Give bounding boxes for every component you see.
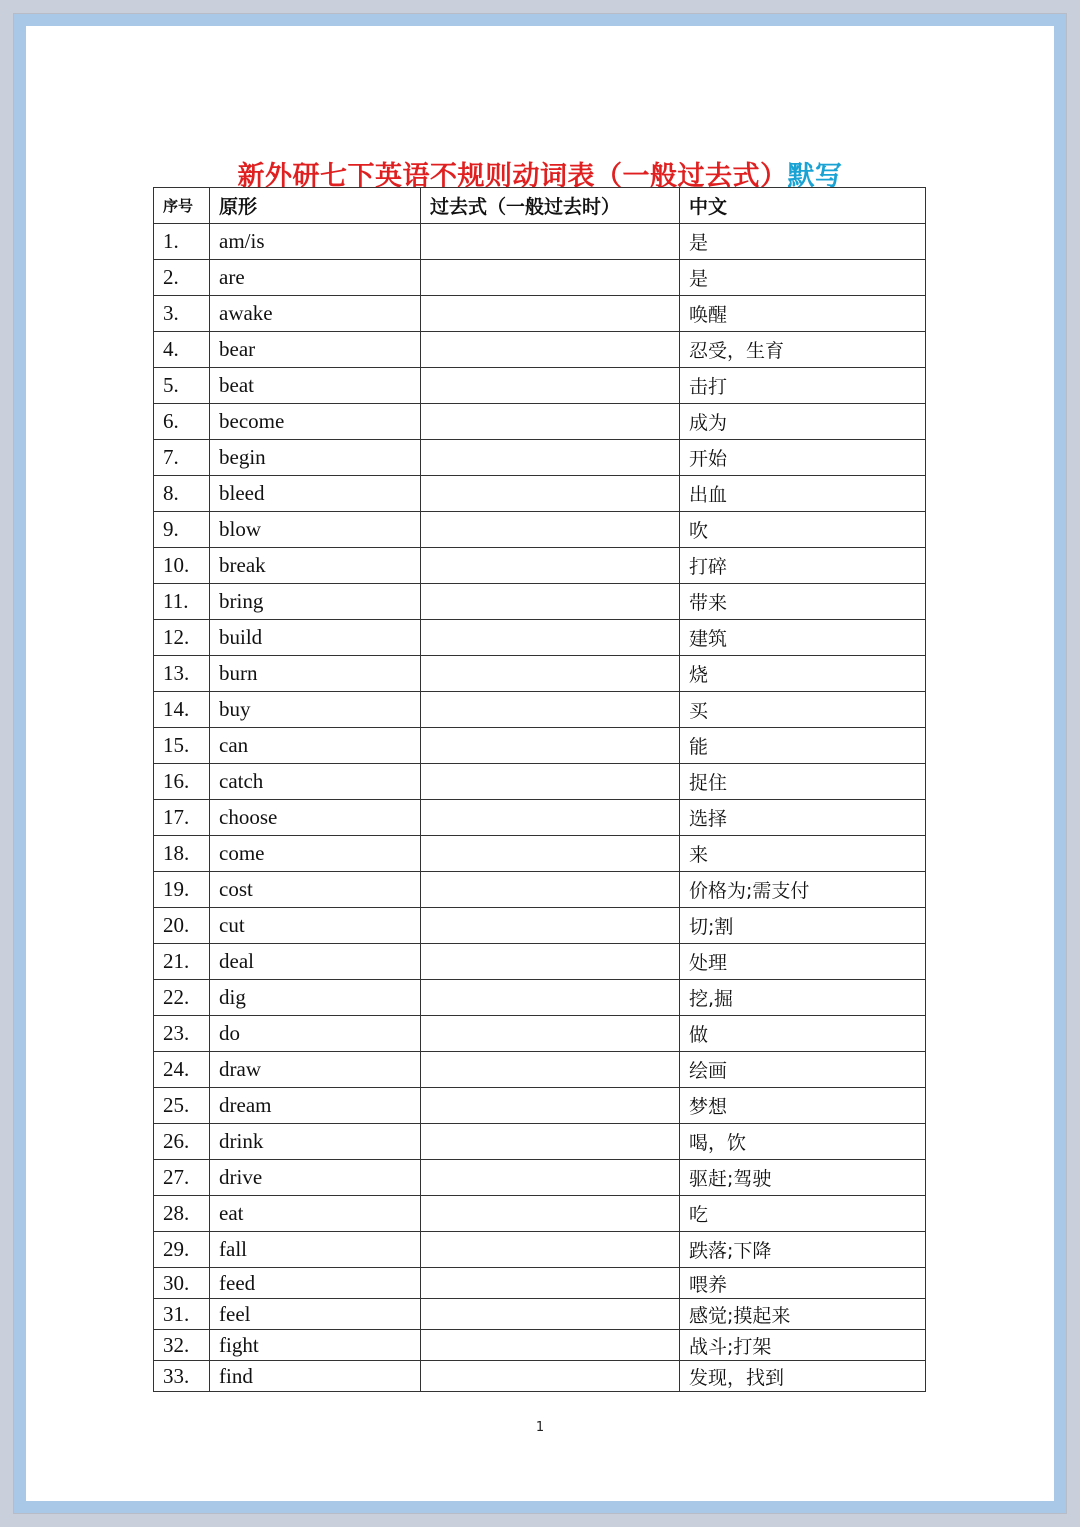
row-number: 27. — [154, 1160, 210, 1196]
base-form-cell: drink — [210, 1124, 421, 1160]
row-number: 11. — [154, 584, 210, 620]
header-base-form: 原形 — [210, 188, 421, 224]
row-number: 10. — [154, 548, 210, 584]
title-main: 新外研七下英语不规则动词表（一般过去式） — [237, 161, 788, 192]
table-row — [154, 1160, 926, 1196]
table-body — [154, 224, 926, 1392]
base-form-cell: catch — [210, 764, 421, 800]
past-tense-answer-field[interactable] — [421, 512, 680, 548]
base-form-cell: do — [210, 1016, 421, 1052]
chinese-meaning-cell: 吃 — [680, 1196, 926, 1232]
base-form-cell: choose — [210, 800, 421, 836]
past-tense-answer-field[interactable] — [421, 944, 680, 980]
chinese-meaning-cell: 成为 — [680, 404, 926, 440]
chinese-meaning-cell: 忍受，生育 — [680, 332, 926, 368]
base-form-cell: become — [210, 404, 421, 440]
row-number: 14. — [154, 692, 210, 728]
row-number: 1. — [154, 224, 210, 260]
page-number: 1 — [535, 1420, 545, 1435]
base-form-cell: buy — [210, 692, 421, 728]
past-tense-answer-field[interactable] — [421, 368, 680, 404]
chinese-meaning-cell: 驱赶;驾驶 — [680, 1160, 926, 1196]
table-row — [154, 512, 926, 548]
past-tense-answer-field[interactable] — [421, 1088, 680, 1124]
table-header-row — [154, 188, 926, 224]
table-row — [154, 1016, 926, 1052]
header-number: 序号 — [154, 188, 210, 224]
chinese-meaning-cell: 做 — [680, 1016, 926, 1052]
chinese-meaning-cell: 唤醒 — [680, 296, 926, 332]
chinese-meaning-cell: 出血 — [680, 476, 926, 512]
past-tense-answer-field[interactable] — [421, 656, 680, 692]
table-row — [154, 1124, 926, 1160]
row-number: 22. — [154, 980, 210, 1016]
chinese-meaning-cell: 带来 — [680, 584, 926, 620]
chinese-meaning-cell: 是 — [680, 260, 926, 296]
base-form-cell: feel — [210, 1299, 421, 1330]
base-form-cell: find — [210, 1361, 421, 1392]
table-row — [154, 332, 926, 368]
table-row — [154, 224, 926, 260]
table-row — [154, 1268, 926, 1299]
chinese-meaning-cell: 吹 — [680, 512, 926, 548]
past-tense-answer-field[interactable] — [421, 1124, 680, 1160]
row-number: 13. — [154, 656, 210, 692]
table-row — [154, 728, 926, 764]
row-number: 32. — [154, 1330, 210, 1361]
chinese-meaning-cell: 能 — [680, 728, 926, 764]
table-row — [154, 620, 926, 656]
title-accent: 默写 — [787, 161, 843, 192]
row-number: 25. — [154, 1088, 210, 1124]
chinese-meaning-cell: 梦想 — [680, 1088, 926, 1124]
base-form-cell: fall — [210, 1232, 421, 1268]
past-tense-answer-field[interactable] — [421, 1299, 680, 1330]
chinese-meaning-cell: 挖,掘 — [680, 980, 926, 1016]
chinese-meaning-cell: 捉住 — [680, 764, 926, 800]
base-form-cell: am/is — [210, 224, 421, 260]
chinese-meaning-cell: 喂养 — [680, 1268, 926, 1299]
row-number: 16. — [154, 764, 210, 800]
row-number: 30. — [154, 1268, 210, 1299]
table-row — [154, 404, 926, 440]
row-number: 4. — [154, 332, 210, 368]
past-tense-answer-field[interactable] — [421, 1330, 680, 1361]
chinese-meaning-cell: 击打 — [680, 368, 926, 404]
past-tense-answer-field[interactable] — [421, 548, 680, 584]
row-number: 26. — [154, 1124, 210, 1160]
table-row — [154, 800, 926, 836]
row-number: 15. — [154, 728, 210, 764]
past-tense-answer-field[interactable] — [421, 332, 680, 368]
header-chinese: 中文 — [680, 188, 926, 224]
table-row — [154, 1232, 926, 1268]
base-form-cell: begin — [210, 440, 421, 476]
table-row — [154, 872, 926, 908]
table-row — [154, 1196, 926, 1232]
past-tense-answer-field[interactable] — [421, 1160, 680, 1196]
chinese-meaning-cell: 处理 — [680, 944, 926, 980]
base-form-cell: draw — [210, 1052, 421, 1088]
past-tense-answer-field[interactable] — [421, 476, 680, 512]
past-tense-answer-field[interactable] — [421, 1052, 680, 1088]
row-number: 8. — [154, 476, 210, 512]
chinese-meaning-cell: 感觉;摸起来 — [680, 1299, 926, 1330]
past-tense-answer-field[interactable] — [421, 764, 680, 800]
base-form-cell: drive — [210, 1160, 421, 1196]
table-row — [154, 908, 926, 944]
row-number: 23. — [154, 1016, 210, 1052]
header-past-tense: 过去式（一般过去时） — [421, 188, 680, 224]
row-number: 24. — [154, 1052, 210, 1088]
base-form-cell: build — [210, 620, 421, 656]
row-number: 6. — [154, 404, 210, 440]
past-tense-answer-field[interactable] — [421, 980, 680, 1016]
chinese-meaning-cell: 跌落;下降 — [680, 1232, 926, 1268]
table-row — [154, 440, 926, 476]
past-tense-answer-field[interactable] — [421, 620, 680, 656]
base-form-cell: blow — [210, 512, 421, 548]
base-form-cell: are — [210, 260, 421, 296]
chinese-meaning-cell: 选择 — [680, 800, 926, 836]
table-row — [154, 1088, 926, 1124]
base-form-cell: cut — [210, 908, 421, 944]
base-form-cell: break — [210, 548, 421, 584]
chinese-meaning-cell: 打碎 — [680, 548, 926, 584]
chinese-meaning-cell: 价格为;需支付 — [680, 872, 926, 908]
table-row — [154, 764, 926, 800]
base-form-cell: dig — [210, 980, 421, 1016]
row-number: 17. — [154, 800, 210, 836]
table-row — [154, 836, 926, 872]
row-number: 7. — [154, 440, 210, 476]
row-number: 28. — [154, 1196, 210, 1232]
past-tense-answer-field[interactable] — [421, 1232, 680, 1268]
past-tense-answer-field[interactable] — [421, 1196, 680, 1232]
base-form-cell: deal — [210, 944, 421, 980]
table-row — [154, 260, 926, 296]
row-number: 12. — [154, 620, 210, 656]
base-form-cell: bleed — [210, 476, 421, 512]
past-tense-answer-field[interactable] — [421, 1268, 680, 1299]
past-tense-answer-field[interactable] — [421, 1016, 680, 1052]
row-number: 5. — [154, 368, 210, 404]
table-row — [154, 656, 926, 692]
table-row — [154, 548, 926, 584]
chinese-meaning-cell: 买 — [680, 692, 926, 728]
base-form-cell: burn — [210, 656, 421, 692]
chinese-meaning-cell: 战斗;打架 — [680, 1330, 926, 1361]
past-tense-answer-field[interactable] — [421, 1361, 680, 1392]
row-number: 3. — [154, 296, 210, 332]
past-tense-answer-field[interactable] — [421, 404, 680, 440]
table-row — [154, 296, 926, 332]
base-form-cell: beat — [210, 368, 421, 404]
row-number: 19. — [154, 872, 210, 908]
table-row — [154, 368, 926, 404]
chinese-meaning-cell: 发现，找到 — [680, 1361, 926, 1392]
table-row — [154, 476, 926, 512]
table-row — [154, 1299, 926, 1330]
past-tense-answer-field[interactable] — [421, 584, 680, 620]
table-row — [154, 1330, 926, 1361]
table-row — [154, 980, 926, 1016]
base-form-cell: bring — [210, 584, 421, 620]
base-form-cell: awake — [210, 296, 421, 332]
row-number: 29. — [154, 1232, 210, 1268]
past-tense-answer-field[interactable] — [421, 224, 680, 260]
past-tense-answer-field[interactable] — [421, 296, 680, 332]
past-tense-answer-field[interactable] — [421, 872, 680, 908]
base-form-cell: cost — [210, 872, 421, 908]
base-form-cell: feed — [210, 1268, 421, 1299]
row-number: 18. — [154, 836, 210, 872]
row-number: 31. — [154, 1299, 210, 1330]
base-form-cell: fight — [210, 1330, 421, 1361]
chinese-meaning-cell: 烧 — [680, 656, 926, 692]
row-number: 21. — [154, 944, 210, 980]
row-number: 20. — [154, 908, 210, 944]
chinese-meaning-cell: 喝，饮 — [680, 1124, 926, 1160]
chinese-meaning-cell: 来 — [680, 836, 926, 872]
base-form-cell: bear — [210, 332, 421, 368]
table-row — [154, 584, 926, 620]
base-form-cell: eat — [210, 1196, 421, 1232]
table-row — [154, 944, 926, 980]
base-form-cell: can — [210, 728, 421, 764]
past-tense-answer-field[interactable] — [421, 440, 680, 476]
row-number: 2. — [154, 260, 210, 296]
past-tense-answer-field[interactable] — [421, 800, 680, 836]
verb-table — [153, 187, 926, 1392]
chinese-meaning-cell: 绘画 — [680, 1052, 926, 1088]
past-tense-answer-field[interactable] — [421, 836, 680, 872]
past-tense-answer-field[interactable] — [421, 692, 680, 728]
row-number: 33. — [154, 1361, 210, 1392]
base-form-cell: dream — [210, 1088, 421, 1124]
chinese-meaning-cell: 开始 — [680, 440, 926, 476]
table-row — [154, 692, 926, 728]
chinese-meaning-cell: 切;割 — [680, 908, 926, 944]
table-row — [154, 1052, 926, 1088]
chinese-meaning-cell: 建筑 — [680, 620, 926, 656]
table-row — [154, 1361, 926, 1392]
past-tense-answer-field[interactable] — [421, 728, 680, 764]
row-number: 9. — [154, 512, 210, 548]
past-tense-answer-field[interactable] — [421, 908, 680, 944]
base-form-cell: come — [210, 836, 421, 872]
document-page — [14, 14, 1066, 1513]
past-tense-answer-field[interactable] — [421, 260, 680, 296]
chinese-meaning-cell: 是 — [680, 224, 926, 260]
